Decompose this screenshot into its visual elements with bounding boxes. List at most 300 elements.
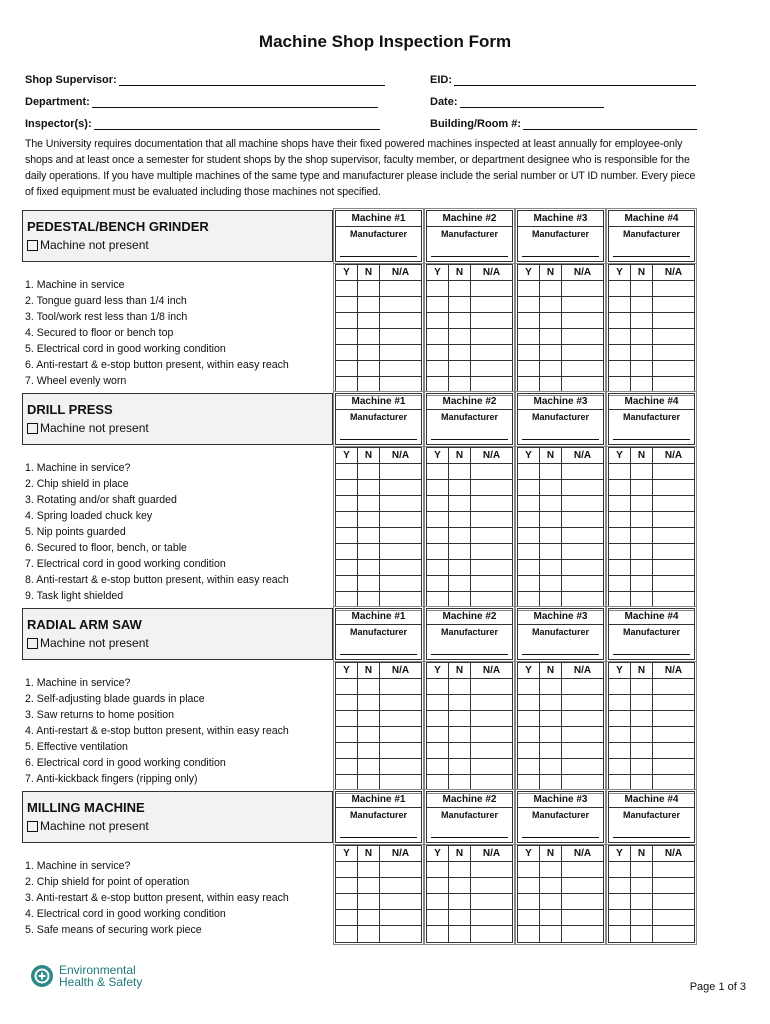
answer-cell-na[interactable]: [471, 679, 512, 694]
answer-cell-n[interactable]: [631, 695, 653, 710]
answer-cell-y[interactable]: [427, 313, 449, 328]
answer-cell-na[interactable]: [653, 727, 694, 742]
answer-cell-na[interactable]: [471, 496, 512, 511]
machine-not-present-option[interactable]: [27, 819, 149, 833]
answer-cell-na[interactable]: [471, 528, 512, 543]
answer-cell-y[interactable]: [427, 297, 449, 312]
answer-cell-na[interactable]: [562, 695, 603, 710]
answer-cell-na[interactable]: [380, 297, 421, 312]
answer-cell-na[interactable]: [380, 576, 421, 591]
manufacturer-input[interactable]: [613, 439, 690, 440]
answer-cell-n[interactable]: [540, 528, 562, 543]
manufacturer-input[interactable]: [340, 439, 417, 440]
answer-cell-n[interactable]: [449, 695, 471, 710]
manufacturer-input[interactable]: [431, 439, 508, 440]
answer-cell-n[interactable]: [540, 377, 562, 393]
answer-cell-na[interactable]: [653, 592, 694, 608]
answer-cell-na[interactable]: [380, 464, 421, 479]
answer-cell-na[interactable]: [653, 894, 694, 909]
answer-cell-y[interactable]: [427, 560, 449, 575]
answer-cell-n[interactable]: [449, 377, 471, 393]
answer-cell-y[interactable]: [609, 377, 631, 393]
answer-cell-na[interactable]: [653, 910, 694, 925]
answer-cell-na[interactable]: [471, 878, 512, 893]
answer-cell-y[interactable]: [336, 281, 358, 296]
answer-cell-y[interactable]: [518, 480, 540, 495]
answer-cell-y[interactable]: [609, 711, 631, 726]
answer-cell-y[interactable]: [427, 878, 449, 893]
answer-cell-n[interactable]: [540, 576, 562, 591]
answer-cell-n[interactable]: [540, 544, 562, 559]
answer-cell-na[interactable]: [380, 695, 421, 710]
answer-cell-na[interactable]: [653, 862, 694, 877]
department-field[interactable]: [25, 94, 378, 108]
answer-cell-y[interactable]: [609, 910, 631, 925]
answer-cell-n[interactable]: [631, 576, 653, 591]
answer-cell-n[interactable]: [540, 592, 562, 608]
answer-cell-n[interactable]: [540, 361, 562, 376]
manufacturer-input[interactable]: [431, 256, 508, 257]
answer-cell-y[interactable]: [336, 361, 358, 376]
answer-cell-na[interactable]: [562, 480, 603, 495]
building-room-field[interactable]: [430, 116, 697, 130]
answer-cell-y[interactable]: [427, 512, 449, 527]
manufacturer-input[interactable]: [522, 256, 599, 257]
answer-cell-y[interactable]: [609, 361, 631, 376]
answer-cell-n[interactable]: [449, 679, 471, 694]
answer-cell-y[interactable]: [427, 592, 449, 608]
answer-cell-n[interactable]: [449, 560, 471, 575]
answer-cell-na[interactable]: [562, 910, 603, 925]
answer-cell-na[interactable]: [562, 679, 603, 694]
eid-input[interactable]: [454, 73, 696, 86]
answer-cell-na[interactable]: [653, 345, 694, 360]
answer-cell-na[interactable]: [471, 329, 512, 344]
answer-cell-na[interactable]: [562, 727, 603, 742]
answer-cell-y[interactable]: [609, 512, 631, 527]
department-input[interactable]: [92, 95, 378, 108]
answer-cell-y[interactable]: [336, 894, 358, 909]
answer-cell-na[interactable]: [562, 711, 603, 726]
answer-cell-n[interactable]: [358, 480, 380, 495]
answer-cell-y[interactable]: [427, 480, 449, 495]
answer-cell-n[interactable]: [540, 313, 562, 328]
answer-cell-y[interactable]: [336, 878, 358, 893]
answer-cell-y[interactable]: [336, 711, 358, 726]
manufacturer-input[interactable]: [522, 439, 599, 440]
answer-cell-y[interactable]: [609, 297, 631, 312]
answer-cell-n[interactable]: [631, 329, 653, 344]
answer-cell-n[interactable]: [449, 313, 471, 328]
answer-cell-n[interactable]: [449, 345, 471, 360]
answer-cell-y[interactable]: [336, 528, 358, 543]
answer-cell-na[interactable]: [562, 361, 603, 376]
answer-cell-n[interactable]: [449, 544, 471, 559]
answer-cell-n[interactable]: [540, 759, 562, 774]
answer-cell-na[interactable]: [562, 576, 603, 591]
answer-cell-n[interactable]: [449, 711, 471, 726]
answer-cell-y[interactable]: [609, 679, 631, 694]
answer-cell-y[interactable]: [518, 560, 540, 575]
answer-cell-na[interactable]: [380, 313, 421, 328]
answer-cell-n[interactable]: [631, 528, 653, 543]
answer-cell-n[interactable]: [540, 695, 562, 710]
answer-cell-y[interactable]: [336, 464, 358, 479]
answer-cell-n[interactable]: [631, 281, 653, 296]
answer-cell-y[interactable]: [518, 711, 540, 726]
answer-cell-na[interactable]: [562, 759, 603, 774]
answer-cell-n[interactable]: [631, 894, 653, 909]
answer-cell-y[interactable]: [609, 313, 631, 328]
answer-cell-y[interactable]: [609, 464, 631, 479]
answer-cell-y[interactable]: [427, 281, 449, 296]
answer-cell-na[interactable]: [653, 544, 694, 559]
answer-cell-n[interactable]: [358, 528, 380, 543]
answer-cell-y[interactable]: [427, 528, 449, 543]
answer-cell-y[interactable]: [518, 894, 540, 909]
answer-cell-n[interactable]: [540, 926, 562, 942]
answer-cell-y[interactable]: [336, 329, 358, 344]
answer-cell-y[interactable]: [427, 759, 449, 774]
answer-cell-y[interactable]: [518, 759, 540, 774]
answer-cell-y[interactable]: [609, 743, 631, 758]
answer-cell-na[interactable]: [653, 775, 694, 791]
manufacturer-input[interactable]: [613, 256, 690, 257]
checkbox-icon[interactable]: [27, 240, 38, 251]
answer-cell-n[interactable]: [631, 544, 653, 559]
inspectors-input[interactable]: [94, 117, 380, 130]
answer-cell-n[interactable]: [449, 576, 471, 591]
answer-cell-na[interactable]: [653, 878, 694, 893]
answer-cell-na[interactable]: [380, 560, 421, 575]
answer-cell-na[interactable]: [380, 361, 421, 376]
answer-cell-na[interactable]: [653, 711, 694, 726]
answer-cell-y[interactable]: [518, 695, 540, 710]
answer-cell-n[interactable]: [540, 711, 562, 726]
answer-cell-y[interactable]: [609, 496, 631, 511]
answer-cell-y[interactable]: [336, 544, 358, 559]
answer-cell-na[interactable]: [653, 297, 694, 312]
answer-cell-n[interactable]: [449, 480, 471, 495]
answer-cell-na[interactable]: [380, 544, 421, 559]
manufacturer-input[interactable]: [340, 654, 417, 655]
answer-cell-na[interactable]: [471, 361, 512, 376]
eid-field[interactable]: [430, 72, 696, 86]
answer-cell-n[interactable]: [358, 377, 380, 393]
manufacturer-input[interactable]: [522, 654, 599, 655]
answer-cell-na[interactable]: [380, 496, 421, 511]
answer-cell-na[interactable]: [562, 464, 603, 479]
answer-cell-n[interactable]: [631, 464, 653, 479]
answer-cell-y[interactable]: [518, 743, 540, 758]
answer-cell-na[interactable]: [471, 759, 512, 774]
answer-cell-n[interactable]: [631, 743, 653, 758]
answer-cell-y[interactable]: [427, 576, 449, 591]
answer-cell-y[interactable]: [427, 345, 449, 360]
answer-cell-na[interactable]: [562, 592, 603, 608]
answer-cell-na[interactable]: [653, 377, 694, 393]
manufacturer-input[interactable]: [431, 837, 508, 838]
answer-cell-na[interactable]: [653, 560, 694, 575]
answer-cell-n[interactable]: [540, 281, 562, 296]
answer-cell-na[interactable]: [653, 695, 694, 710]
answer-cell-na[interactable]: [562, 544, 603, 559]
answer-cell-na[interactable]: [380, 281, 421, 296]
answer-cell-y[interactable]: [427, 544, 449, 559]
answer-cell-na[interactable]: [380, 528, 421, 543]
answer-cell-n[interactable]: [540, 910, 562, 925]
answer-cell-n[interactable]: [631, 377, 653, 393]
answer-cell-y[interactable]: [427, 679, 449, 694]
answer-cell-na[interactable]: [471, 727, 512, 742]
answer-cell-y[interactable]: [427, 727, 449, 742]
answer-cell-na[interactable]: [653, 743, 694, 758]
answer-cell-n[interactable]: [631, 480, 653, 495]
answer-cell-na[interactable]: [471, 743, 512, 758]
answer-cell-n[interactable]: [449, 878, 471, 893]
answer-cell-na[interactable]: [380, 878, 421, 893]
machine-not-present-option[interactable]: [27, 636, 149, 650]
answer-cell-n[interactable]: [449, 894, 471, 909]
answer-cell-na[interactable]: [562, 560, 603, 575]
answer-cell-y[interactable]: [518, 464, 540, 479]
answer-cell-y[interactable]: [518, 926, 540, 942]
answer-cell-y[interactable]: [427, 894, 449, 909]
answer-cell-n[interactable]: [358, 592, 380, 608]
answer-cell-na[interactable]: [380, 759, 421, 774]
answer-cell-y[interactable]: [518, 862, 540, 877]
answer-cell-y[interactable]: [336, 480, 358, 495]
answer-cell-na[interactable]: [471, 313, 512, 328]
answer-cell-n[interactable]: [358, 560, 380, 575]
answer-cell-y[interactable]: [609, 544, 631, 559]
answer-cell-na[interactable]: [562, 329, 603, 344]
building-room-input[interactable]: [523, 117, 697, 130]
answer-cell-n[interactable]: [540, 345, 562, 360]
answer-cell-n[interactable]: [358, 910, 380, 925]
answer-cell-na[interactable]: [562, 862, 603, 877]
answer-cell-na[interactable]: [471, 894, 512, 909]
answer-cell-n[interactable]: [449, 528, 471, 543]
answer-cell-n[interactable]: [631, 361, 653, 376]
answer-cell-y[interactable]: [336, 910, 358, 925]
answer-cell-n[interactable]: [449, 464, 471, 479]
answer-cell-na[interactable]: [380, 775, 421, 791]
answer-cell-n[interactable]: [449, 512, 471, 527]
answer-cell-y[interactable]: [427, 775, 449, 791]
answer-cell-n[interactable]: [358, 862, 380, 877]
answer-cell-y[interactable]: [427, 711, 449, 726]
answer-cell-na[interactable]: [653, 361, 694, 376]
answer-cell-na[interactable]: [562, 743, 603, 758]
answer-cell-n[interactable]: [540, 464, 562, 479]
answer-cell-na[interactable]: [380, 743, 421, 758]
answer-cell-na[interactable]: [562, 377, 603, 393]
answer-cell-y[interactable]: [518, 297, 540, 312]
answer-cell-na[interactable]: [562, 528, 603, 543]
answer-cell-na[interactable]: [380, 592, 421, 608]
answer-cell-y[interactable]: [427, 743, 449, 758]
answer-cell-na[interactable]: [380, 345, 421, 360]
answer-cell-n[interactable]: [449, 496, 471, 511]
answer-cell-y[interactable]: [336, 576, 358, 591]
checkbox-icon[interactable]: [27, 638, 38, 649]
answer-cell-y[interactable]: [609, 329, 631, 344]
answer-cell-y[interactable]: [336, 512, 358, 527]
answer-cell-y[interactable]: [609, 862, 631, 877]
answer-cell-na[interactable]: [653, 496, 694, 511]
answer-cell-na[interactable]: [653, 480, 694, 495]
answer-cell-n[interactable]: [449, 592, 471, 608]
answer-cell-n[interactable]: [358, 711, 380, 726]
answer-cell-y[interactable]: [609, 775, 631, 791]
answer-cell-y[interactable]: [518, 679, 540, 694]
answer-cell-y[interactable]: [336, 496, 358, 511]
answer-cell-y[interactable]: [518, 377, 540, 393]
answer-cell-na[interactable]: [380, 679, 421, 694]
answer-cell-na[interactable]: [471, 544, 512, 559]
answer-cell-y[interactable]: [336, 560, 358, 575]
answer-cell-n[interactable]: [540, 496, 562, 511]
answer-cell-y[interactable]: [518, 910, 540, 925]
answer-cell-y[interactable]: [609, 727, 631, 742]
answer-cell-y[interactable]: [609, 528, 631, 543]
answer-cell-n[interactable]: [449, 727, 471, 742]
answer-cell-n[interactable]: [449, 910, 471, 925]
answer-cell-y[interactable]: [609, 560, 631, 575]
answer-cell-na[interactable]: [380, 862, 421, 877]
manufacturer-input[interactable]: [522, 837, 599, 838]
answer-cell-n[interactable]: [631, 711, 653, 726]
answer-cell-y[interactable]: [518, 528, 540, 543]
answer-cell-na[interactable]: [653, 464, 694, 479]
answer-cell-na[interactable]: [471, 345, 512, 360]
answer-cell-y[interactable]: [336, 679, 358, 694]
answer-cell-y[interactable]: [336, 759, 358, 774]
answer-cell-y[interactable]: [518, 345, 540, 360]
answer-cell-na[interactable]: [653, 576, 694, 591]
answer-cell-na[interactable]: [380, 711, 421, 726]
answer-cell-n[interactable]: [540, 329, 562, 344]
answer-cell-n[interactable]: [449, 281, 471, 296]
answer-cell-n[interactable]: [358, 313, 380, 328]
answer-cell-n[interactable]: [631, 560, 653, 575]
answer-cell-na[interactable]: [471, 711, 512, 726]
answer-cell-y[interactable]: [518, 878, 540, 893]
answer-cell-n[interactable]: [358, 361, 380, 376]
answer-cell-y[interactable]: [336, 313, 358, 328]
answer-cell-n[interactable]: [540, 560, 562, 575]
answer-cell-y[interactable]: [336, 775, 358, 791]
answer-cell-y[interactable]: [609, 576, 631, 591]
answer-cell-n[interactable]: [358, 727, 380, 742]
answer-cell-y[interactable]: [518, 592, 540, 608]
answer-cell-na[interactable]: [653, 926, 694, 942]
answer-cell-na[interactable]: [562, 297, 603, 312]
answer-cell-na[interactable]: [380, 926, 421, 942]
answer-cell-na[interactable]: [471, 512, 512, 527]
manufacturer-input[interactable]: [613, 654, 690, 655]
answer-cell-na[interactable]: [562, 512, 603, 527]
answer-cell-y[interactable]: [518, 281, 540, 296]
answer-cell-na[interactable]: [653, 512, 694, 527]
answer-cell-y[interactable]: [427, 862, 449, 877]
answer-cell-na[interactable]: [653, 759, 694, 774]
answer-cell-y[interactable]: [518, 361, 540, 376]
answer-cell-na[interactable]: [471, 297, 512, 312]
answer-cell-n[interactable]: [358, 544, 380, 559]
answer-cell-n[interactable]: [540, 727, 562, 742]
answer-cell-y[interactable]: [609, 878, 631, 893]
answer-cell-na[interactable]: [562, 281, 603, 296]
answer-cell-na[interactable]: [471, 464, 512, 479]
answer-cell-n[interactable]: [358, 775, 380, 791]
answer-cell-n[interactable]: [631, 345, 653, 360]
answer-cell-na[interactable]: [471, 281, 512, 296]
answer-cell-n[interactable]: [540, 894, 562, 909]
answer-cell-y[interactable]: [609, 894, 631, 909]
answer-cell-n[interactable]: [358, 743, 380, 758]
answer-cell-na[interactable]: [380, 329, 421, 344]
date-input[interactable]: [460, 95, 604, 108]
answer-cell-na[interactable]: [471, 775, 512, 791]
answer-cell-na[interactable]: [471, 926, 512, 942]
manufacturer-input[interactable]: [613, 837, 690, 838]
answer-cell-n[interactable]: [631, 313, 653, 328]
answer-cell-n[interactable]: [358, 878, 380, 893]
answer-cell-y[interactable]: [518, 775, 540, 791]
answer-cell-y[interactable]: [336, 695, 358, 710]
answer-cell-y[interactable]: [336, 743, 358, 758]
answer-cell-y[interactable]: [336, 377, 358, 393]
answer-cell-y[interactable]: [518, 727, 540, 742]
answer-cell-na[interactable]: [653, 679, 694, 694]
answer-cell-y[interactable]: [427, 910, 449, 925]
answer-cell-y[interactable]: [609, 480, 631, 495]
answer-cell-n[interactable]: [358, 576, 380, 591]
answer-cell-n[interactable]: [631, 878, 653, 893]
answer-cell-y[interactable]: [336, 592, 358, 608]
answer-cell-na[interactable]: [562, 878, 603, 893]
answer-cell-y[interactable]: [336, 862, 358, 877]
answer-cell-n[interactable]: [449, 743, 471, 758]
answer-cell-n[interactable]: [449, 329, 471, 344]
answer-cell-na[interactable]: [380, 727, 421, 742]
answer-cell-n[interactable]: [358, 679, 380, 694]
answer-cell-n[interactable]: [358, 512, 380, 527]
answer-cell-y[interactable]: [336, 297, 358, 312]
answer-cell-n[interactable]: [449, 759, 471, 774]
answer-cell-y[interactable]: [427, 464, 449, 479]
answer-cell-n[interactable]: [631, 512, 653, 527]
answer-cell-na[interactable]: [653, 329, 694, 344]
answer-cell-n[interactable]: [631, 910, 653, 925]
answer-cell-n[interactable]: [358, 496, 380, 511]
answer-cell-y[interactable]: [609, 759, 631, 774]
answer-cell-n[interactable]: [358, 759, 380, 774]
date-field[interactable]: [430, 94, 604, 108]
answer-cell-n[interactable]: [358, 894, 380, 909]
answer-cell-y[interactable]: [336, 926, 358, 942]
answer-cell-n[interactable]: [358, 329, 380, 344]
answer-cell-y[interactable]: [427, 695, 449, 710]
answer-cell-n[interactable]: [631, 679, 653, 694]
answer-cell-n[interactable]: [449, 926, 471, 942]
answer-cell-na[interactable]: [380, 894, 421, 909]
answer-cell-y[interactable]: [427, 377, 449, 393]
answer-cell-n[interactable]: [540, 878, 562, 893]
answer-cell-n[interactable]: [540, 862, 562, 877]
